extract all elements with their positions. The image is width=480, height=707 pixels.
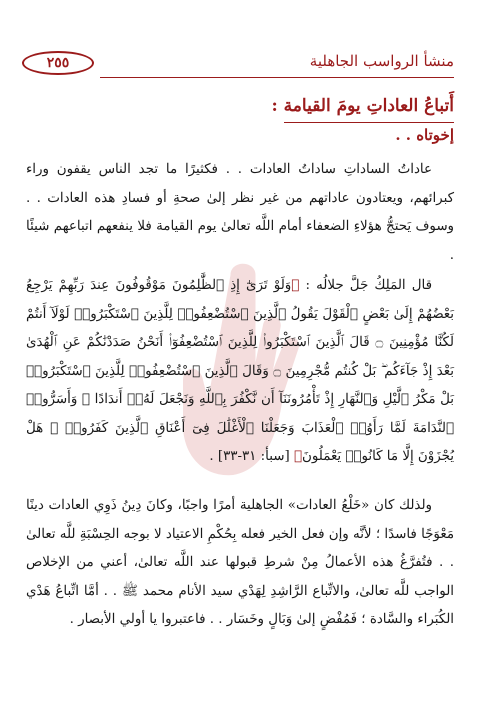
quote-intro: قال المَلِكُ جَلَّ جلالُه : — [299, 278, 433, 293]
quran-open-bracket: ﴿ — [291, 278, 300, 293]
header-rule — [100, 77, 454, 78]
verse-reference: [سبأ: ٣١-٣٣] . — [209, 449, 294, 464]
paragraph-1: عاداتُ الساداتِ ساداتُ العادات . . فكثيرًا ما تجد الناس يقفون وراء كبرائهم، ويعتادون عاداتهم من غير نظر إلىٰ صحةِ أو فسادِ هذه العادات . . وسوف يَحتجُّ هؤلاءِ الضعفاء أمام اللَّه تعالىٰ يوم القيامة فلا ينفعهم اتباعهم شيئًا . — [26, 162, 454, 263]
paragraph-2 — [26, 272, 454, 472]
running-title: منشأ الرواسب الجاهلية — [309, 52, 454, 70]
section-heading-underline — [284, 122, 454, 123]
quran-verses: وَلَوْ تَرَىٰٓ إِذِ ٱلظَّٰلِمُونَ مَوْقُوفُونَ عِندَ رَبِّهِمْ يَرْجِعُ بَعْضُهُمْ إِلَىٰ بَعْضٍ ٱلْقَوْلَ يَقُولُ ٱلَّذِينَ ٱسْتُضْعِفُوا۟ لِلَّذِينَ ٱسْتَكْبَرُوا۟ لَوْلَآ أَنتُمْ لَكُنَّا مُؤْمِنِينَ ۝ قَالَ ٱلَّذِينَ ٱسْتَكْبَرُوا۟ لِلَّذِينَ ٱسْتُضْعِفُوٓا۟ أَنَحْنُ صَدَدْنَٰكُمْ عَنِ ٱلْهُدَىٰ بَعْدَ إِذْ جَآءَكُم ۖ بَلْ كُنتُم مُّجْرِمِينَ ۝ وَقَالَ ٱلَّذِينَ ٱسْتُضْعِفُوا۟ لِلَّذِينَ ٱسْتَكْبَرُوا۟ بَلْ مَكْرُ ٱلَّيْلِ وَٱلنَّهَارِ إِذْ تَأْمُرُونَنَآ أَن نَّكْفُرَ بِٱللَّهِ وَنَجْعَلَ لَهُۥٓ أَندَادًا ۚ وَأَسَرُّوا۟ ٱلنَّدَامَةَ لَمَّا رَأَوُا۟ ٱلْعَذَابَ وَجَعَلْنَا ٱلْأَغْلَٰلَ فِىٓ أَعْنَاقِ ٱلَّذِينَ كَفَرُوا۟ ۚ هَلْ يُجْزَوْنَ إِلَّا مَا كَانُوا۟ يَعْمَلُونَ — [26, 278, 454, 464]
page-number: ٢٥٥ — [46, 55, 70, 71]
section-heading: أَتباعُ العاداتِ يومَ القيامة : — [271, 96, 454, 116]
quran-close-bracket: ﴾ — [293, 449, 303, 464]
page-header — [22, 50, 454, 80]
section-subheading: إخوتاه . . — [395, 126, 454, 144]
paragraph-3: ولذلك كان «خَلْعُ العادات» الجاهلية أمرًا واجبًا، وكانَ دِينُ ذَوِي العادات دينًا مَعْوَجًا فاسدًا ؛ لأنَّه وإن فعل الخير فعله بِحُكْمِ الاعتياد لا بوجه الحِسْبَةِ للَّه تعالىٰ . . فتُفرَّغُ هذه الأعمالُ مِنْ شرطِ قبولها عند اللَّه تعالىٰ، أعني من الإخلاص الواجب للَّه تعالىٰ، والاتِّباع الرَّاشِدِ لِهَدْي سيد الأنام محمد ﷺ . . أمَّا اتِّباعُ هَدْي الكُبَراء والسَّادة ؛ فَمُفْضٍ إلىٰ وَبَالٍ وخَسَار . . فاعتبروا يا أولي الأبصار . — [26, 498, 454, 627]
page-number-badge — [22, 51, 94, 75]
